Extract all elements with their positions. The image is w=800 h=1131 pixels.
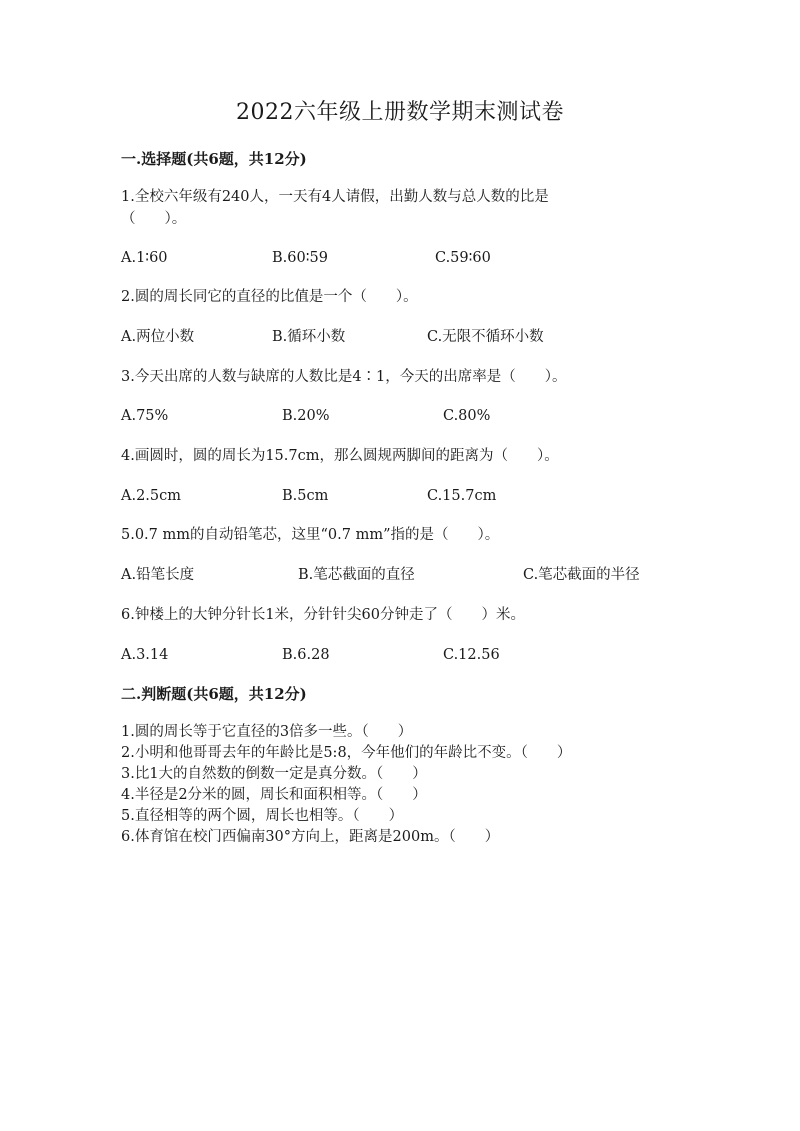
section-heading-choice: 一.选择题(共6题，共12分)	[121, 150, 307, 168]
question-4-text: 4.画圆时，圆的周长为15.7cm，那么圆规两脚间的距离为（ ）。	[121, 448, 559, 464]
judgement-item-3: 3.比1大的自然数的倒数一定是真分数。（ ）	[121, 766, 427, 782]
question-2-text: 2.圆的周长同它的直径的比值是一个（ ）。	[121, 289, 418, 305]
question-3-option-c: C.80%	[443, 408, 491, 424]
question-3-text: 3.今天出席的人数与缺席的人数比是4∶1，今天的出席率是（ ）。	[121, 369, 567, 385]
judgement-item-5: 5.直径相等的两个圆，周长也相等。（ ）	[121, 808, 404, 824]
question-2-option-a: A.两位小数	[121, 329, 195, 345]
question-2-option-c: C.无限不循环小数	[427, 329, 544, 345]
section-heading-true-false: 二.判断题(共6题，共12分)	[121, 685, 307, 703]
question-4-option-b: B.5cm	[282, 488, 329, 504]
question-6-text: 6.钟楼上的大钟分针长1米，分针针尖60分钟走了（ ）米。	[121, 607, 526, 623]
question-3-option-a: A.75%	[121, 408, 169, 424]
judgement-item-2: 2.小明和他哥哥去年的年龄比是5:8，今年他们的年龄比不变。（ ）	[121, 745, 572, 761]
question-6-option-c: C.12.56	[443, 647, 500, 663]
judgement-item-1: 1.圆的周长等于它直径的3倍多一些。（ ）	[121, 724, 413, 740]
question-2-option-b: B.循环小数	[272, 329, 346, 345]
question-6-option-b: B.6.28	[282, 647, 330, 663]
judgement-item-4: 4.半径是2分米的圆，周长和面积相等。（ ）	[121, 787, 427, 803]
question-6-option-a: A.3.14	[121, 647, 169, 663]
question-1-text-cont: （ ）。	[121, 211, 187, 227]
question-5-text: 5.0.7 mm的自动铅笔芯，这里“0.7 mm”指的是（ ）。	[121, 527, 500, 543]
question-5-option-c: C.笔芯截面的半径	[523, 567, 640, 583]
question-1-text: 1.全校六年级有240人，一天有4人请假，出勤人数与总人数的比是	[121, 189, 549, 205]
question-3-option-b: B.20%	[282, 408, 330, 424]
judgement-item-6: 6.体育馆在校门西偏南30°方向上，距离是200m。（ ）	[121, 829, 500, 845]
question-4-option-c: C.15.7cm	[427, 488, 497, 504]
question-1-option-a: A.1∶60	[121, 250, 168, 266]
question-1-option-c: C.59∶60	[435, 250, 491, 266]
question-4-option-a: A.2.5cm	[121, 488, 182, 504]
question-5-option-a: A.铅笔长度	[121, 567, 195, 583]
question-1-option-b: B.60∶59	[272, 250, 328, 266]
exam-title: 2022六年级上册数学期末测试卷	[236, 100, 564, 125]
question-5-option-b: B.笔芯截面的直径	[298, 567, 415, 583]
